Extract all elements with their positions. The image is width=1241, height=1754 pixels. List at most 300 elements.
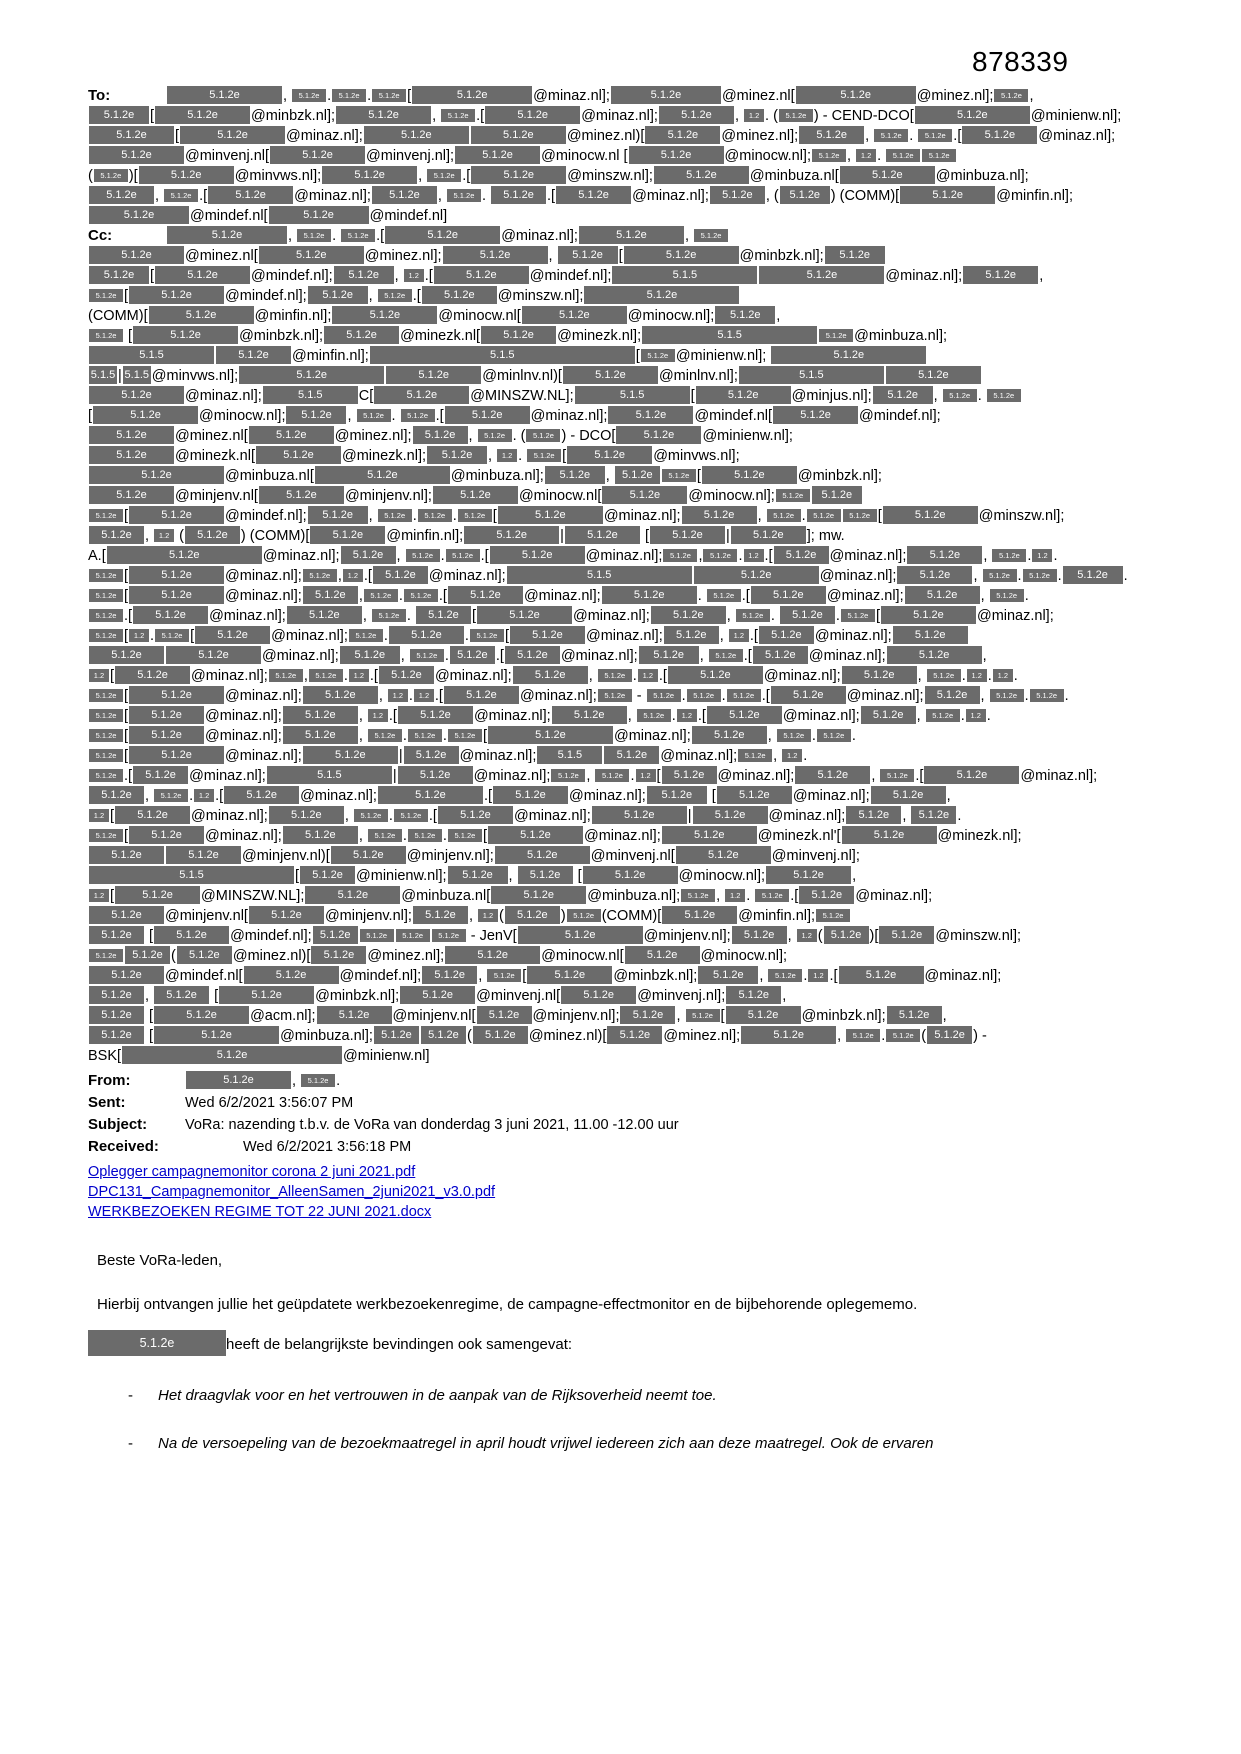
address-fragment: , [488, 448, 497, 464]
address-fragment: , [155, 188, 164, 204]
redaction-chip: 5.1.2e [89, 589, 123, 602]
address-fragment: , [145, 988, 154, 1004]
address-fragment: . [408, 688, 413, 704]
redaction-chip: 5.1.2e [565, 526, 640, 544]
redaction-chip: 1.2 [368, 709, 388, 722]
redaction-chip: 5.1.2e [527, 449, 561, 462]
redaction-chip: 5.1.2e [164, 189, 198, 202]
address-fragment: @minbuza.nl]; [450, 468, 544, 484]
redaction-chip: 5.1.2e [167, 86, 282, 104]
redaction-chip: 5.1.2e [445, 406, 530, 424]
redaction-chip: 5.1.2e [89, 266, 149, 284]
address-fragment: . [464, 628, 469, 644]
address-fragment: . [770, 608, 779, 624]
address-fragment: @minaz.nl]; [205, 728, 282, 744]
from-label: From: [88, 1072, 131, 1089]
address-fragment: , [716, 888, 725, 904]
redaction-chip: 5.1.2e [753, 646, 808, 664]
address-fragment: , [418, 168, 427, 184]
redaction-chip: 5.1.2e [89, 289, 123, 302]
redaction-chip: 5.1.2e [283, 826, 358, 844]
redaction-chip: 5.1.2e [286, 406, 346, 424]
redaction-chip: 1.2 [89, 669, 109, 682]
redaction-chip: 5.1.2e [133, 606, 208, 624]
redaction-chip: 5.1.5 [642, 326, 817, 344]
redaction-chip: 5.1.2e [94, 169, 128, 182]
address-fragment: , [684, 228, 694, 244]
redaction-chip: 1.2 [808, 969, 828, 982]
redaction-chip: 5.1.2e [893, 626, 968, 644]
address-fragment: , [358, 588, 363, 604]
redaction-chip: 5.1.2e [874, 129, 908, 142]
address-fragment: .[ [480, 548, 489, 564]
address-fragment: [ [407, 88, 412, 104]
redaction-chip: 5.1.2e [879, 926, 934, 944]
address-fragment: . [150, 628, 155, 644]
address-fragment: @minaz.nl]; [225, 588, 302, 604]
sent-value: Wed 6/2/2021 3:56:07 PM [185, 1095, 354, 1111]
redaction-chip: 5.1.2e [491, 886, 586, 904]
redaction-chip: 5.1.2e [777, 729, 811, 742]
redaction-chip: 5.1.2e [771, 686, 846, 704]
redaction-chip: 5.1.2e [89, 1006, 144, 1024]
redaction-chip: 5.1.2e [880, 769, 914, 782]
attachment-link[interactable]: WERKBEZOEKEN REGIME TOT 22 JUNI 2021.docx [88, 1204, 432, 1220]
redaction-chip: 5.1.2e [598, 669, 632, 682]
redaction-chip: 5.1.2e [89, 426, 174, 444]
address-fragment: ( [466, 1028, 472, 1044]
address-fragment: ( [88, 168, 93, 184]
address-fragment: , [676, 1008, 685, 1024]
redaction-chip: 5.1.2e [710, 186, 765, 204]
address-fragment: @minfin.nl]; [996, 188, 1073, 204]
address-fragment: . ( [765, 108, 778, 124]
address-fragment: ]; mw. [806, 528, 845, 544]
address-fragment: @minbuza.nl]; [854, 328, 948, 344]
redaction-chip: 5.1.5 [575, 386, 690, 404]
address-fragment: | [118, 368, 122, 384]
redaction-chip: 5.1.2e [317, 1006, 392, 1024]
address-fragment: @minez.nl)[ [566, 128, 645, 144]
address-fragment: , [847, 148, 856, 164]
redaction-chip: 5.1.2e [471, 126, 566, 144]
address-fragment: @minaz.nl]; [632, 188, 709, 204]
address-fragment: . [881, 1028, 886, 1044]
redaction-chip: 5.1.2e [687, 689, 721, 702]
address-fragment: @minezk.nl]; [557, 328, 642, 344]
address-fragment: . [803, 748, 808, 764]
address-fragment: [ [640, 528, 649, 544]
redaction-chip: 5.1.2e [759, 266, 884, 284]
address-fragment: [ [88, 408, 93, 424]
recipient-line [88, 826, 1163, 846]
redaction-chip: 5.1.2e [526, 429, 560, 442]
address-fragment: @minaz.nl]; [826, 588, 904, 604]
redaction-chip: 5.1.2e [732, 926, 787, 944]
address-fragment: [ [482, 728, 487, 744]
address-fragment: [ [150, 108, 155, 124]
address-fragment: C[ [358, 388, 374, 404]
address-fragment: @minbzk.nl]; [797, 468, 882, 484]
redaction-chip: 5.1.2e [133, 326, 238, 344]
address-fragment: . [746, 888, 755, 904]
address-fragment: .[ [215, 788, 224, 804]
address-fragment: [ [522, 968, 527, 984]
address-fragment: [ [124, 288, 129, 304]
address-fragment: . [1027, 548, 1032, 564]
redaction-chip: 5.1.2e [239, 366, 384, 384]
redaction-chip: 5.1.2e [283, 726, 358, 744]
recipient-line [88, 466, 1163, 486]
redaction-chip: 5.1.2e [441, 109, 475, 122]
redaction-chip: 5.1.2e [727, 689, 761, 702]
redaction-chip: 5.1.2e [776, 489, 810, 502]
address-fragment: @minaz.nl]; [763, 668, 841, 684]
redaction-chip: 5.1.2e [398, 766, 473, 784]
address-fragment: . [1017, 568, 1022, 584]
address-fragment: @minez.nl]; [364, 248, 442, 264]
address-fragment: @minaz.nl]; [660, 748, 738, 764]
redaction-chip: 5.1.2e [990, 689, 1024, 702]
address-fragment: @minvws.nl]; [151, 368, 239, 384]
recipient-line [88, 566, 1163, 586]
redaction-chip: 5.1.2e [907, 546, 982, 564]
redaction-chip: 5.1.2e [561, 986, 636, 1004]
address-fragment: @minocw.nl]; [700, 948, 788, 964]
recipient-line [88, 406, 1163, 426]
address-fragment: [ [145, 1028, 154, 1044]
redaction-chip: 5.1.2e [89, 829, 123, 842]
redaction-chip: 5.1.2e [696, 386, 791, 404]
address-fragment: .[ [764, 548, 773, 564]
address-fragment: - JenV[ [466, 928, 517, 944]
redaction-chip: 5.1.2e [681, 889, 715, 902]
address-fragment: [ [504, 628, 509, 644]
address-fragment: ) [560, 908, 566, 924]
redaction-chip: 5.1.2e [625, 946, 700, 964]
address-fragment: @minaz.nl]; [501, 228, 578, 244]
address-fragment: . [909, 128, 918, 144]
redaction-chip: 5.1.2e [303, 746, 398, 764]
address-fragment: [ [295, 868, 300, 884]
redaction-chip: 5.1.2e [478, 429, 512, 442]
address-fragment: @minlnv.nl]; [658, 368, 738, 384]
redaction-chip: 5.1.2e [313, 926, 358, 944]
recipient-line [88, 726, 1163, 746]
address-fragment: @minaz.nl]; [434, 668, 512, 684]
address-fragment: @minaz.nl]; [569, 788, 646, 804]
address-fragment: . [811, 728, 816, 744]
address-fragment: @minjenv.nl[ [392, 1008, 476, 1024]
address-fragment: @minaz.nl]; [300, 788, 377, 804]
address-fragment: [ [492, 508, 497, 524]
address-fragment: ( [175, 528, 184, 544]
address-fragment: @minaz.nl]; [428, 568, 506, 584]
redaction-chip: 5.1.2e [340, 646, 400, 664]
redaction-chip: 5.1.2e [444, 686, 519, 704]
redaction-chip: 5.1.2e [445, 946, 540, 964]
redaction-chip: 5.1.2e [311, 946, 366, 964]
redaction-chip: 5.1.2e [270, 146, 365, 164]
redaction-chip: 5.1.2e [448, 729, 482, 742]
redaction-chip: 5.1.2e [149, 306, 254, 324]
address-fragment: .[ [388, 708, 397, 724]
address-fragment: @minbzk.nl]; [613, 968, 698, 984]
address-fragment: @minjenv.nl[ [175, 488, 258, 504]
redaction-chip: 5.1.2e [89, 486, 174, 504]
address-fragment: . [987, 668, 992, 684]
redaction-chip: 5.1.2e [155, 106, 250, 124]
redaction-chip: 1.2 [129, 629, 149, 642]
redaction-chip: 5.1.2e [558, 246, 618, 264]
address-fragment: @minez.nl]; [721, 128, 799, 144]
attachment-link[interactable]: DPC131_Campagnemonitor_AlleenSamen_2juni2021_v3.0.pdf [88, 1184, 496, 1200]
redaction-chip: 1.2 [89, 889, 109, 902]
redaction-chip: 5.1.2e [448, 829, 482, 842]
redaction-chip: 5.1.2e [470, 629, 504, 642]
redaction-chip: 5.1.2e [154, 789, 188, 802]
redaction-chip: 5.1.2e [604, 746, 659, 764]
address-fragment: @minocw.nl]; [199, 408, 286, 424]
redaction-chip: 5.1.2e [324, 326, 399, 344]
address-fragment: @minvenj.nl]; [637, 988, 726, 1004]
address-fragment: , [917, 668, 926, 684]
recipient-line [88, 706, 1163, 726]
recipient-line [88, 326, 1163, 346]
recipient-line [88, 286, 1163, 306]
redaction-chip: 5.1.2e [89, 146, 184, 164]
redaction-chip: 5.1.2e [505, 906, 560, 924]
recipient-line [88, 366, 1163, 386]
subject-value: VoRa: nazending t.b.v. de VoRa van donderdag 3 juni 2021, 11.00 -12.00 uur [185, 1117, 679, 1133]
redaction-chip: 5.1.2e [89, 329, 123, 342]
redaction-chip: 5.1.2e [259, 486, 344, 504]
recipient-line [88, 206, 1163, 226]
address-fragment: @minvenj.nl[ [476, 988, 561, 1004]
redaction-chip: 5.1.2e [332, 306, 437, 324]
redaction-chip: 5.1.2e [406, 549, 440, 562]
redaction-chip: 5.1.2e [89, 569, 123, 582]
address-fragment: , [432, 108, 441, 124]
address-fragment: , [368, 288, 377, 304]
redaction-chip: 5.1.2e [256, 446, 341, 464]
redaction-chip: 5.1.2e [595, 769, 629, 782]
address-fragment: @minaz.nl]; [473, 708, 551, 724]
redaction-chip: 5.1.5 [89, 346, 214, 364]
redaction-chip: 5.1.2e [817, 729, 851, 742]
recipient-line [88, 186, 1163, 206]
address-fragment: [ [175, 128, 180, 144]
redaction-chip: 5.1.2e [259, 246, 364, 264]
address-fragment: @minaz.nl]; [205, 828, 282, 844]
address-fragment: [ [124, 688, 129, 704]
recipient-line [88, 106, 1163, 126]
address-fragment: @minaz.nl]; [271, 628, 348, 644]
redaction-chip: 5.1.2e [773, 406, 858, 424]
redaction-chip: 5.1.2e [881, 606, 976, 624]
from-row [88, 1070, 1163, 1092]
address-fragment: ) (COMM)[ [830, 188, 900, 204]
redaction-chip: 5.1.2e [668, 666, 763, 684]
redaction-chip: 5.1.2e [129, 726, 204, 744]
redaction-chip: 5.1.2e [378, 786, 483, 804]
address-fragment: . [697, 588, 706, 604]
redaction-chip: 5.1.2e [125, 946, 170, 964]
address-fragment: @minaz.nl]; [792, 788, 870, 804]
redaction-chip: 5.1.5 [507, 566, 692, 584]
address-fragment: .[ [369, 668, 378, 684]
address-fragment: . [1123, 568, 1128, 584]
address-fragment: @minfin.nl]; [386, 528, 464, 544]
address-fragment: . [630, 768, 635, 784]
sent-row [88, 1092, 1163, 1114]
address-fragment: @minszw.nl]; [497, 288, 584, 304]
redaction-chip: 5.1.2e [310, 526, 385, 544]
redaction-chip: 5.1.2e [300, 866, 355, 884]
address-fragment: . [440, 548, 445, 564]
redaction-chip: 5.1.2e [89, 386, 184, 404]
redaction-chip: 5.1.2e [624, 246, 739, 264]
attachment-link[interactable]: Oplegger campagnemonitor corona 2 juni 2021.pdf [88, 1164, 416, 1180]
address-fragment: ) - [973, 1028, 987, 1044]
redaction-chip: 1.2 [729, 629, 749, 642]
address-fragment: @minaz.nl]; [603, 508, 681, 524]
redaction-chip: 5.1.2e [421, 1026, 466, 1044]
redaction-chip: 5.1.2e [780, 186, 830, 204]
redaction-chip: 5.1.2e [89, 446, 174, 464]
address-fragment: . [402, 828, 407, 844]
address-fragment: . [332, 228, 341, 244]
address-fragment: @minaz.nl]; [885, 268, 963, 284]
redaction-chip: 1.2 [343, 569, 363, 582]
redaction-chip: 5.1.2e [846, 1029, 880, 1042]
address-fragment: , [902, 808, 911, 824]
address-fragment: [ [110, 808, 115, 824]
redaction-chip: 5.1.2e [309, 669, 343, 682]
recipient-line [88, 1046, 1163, 1066]
address-fragment: @minfin.nl]; [292, 348, 369, 364]
address-fragment: @minszw.nl]; [935, 928, 1022, 944]
address-fragment: @minbuza.nl[ [749, 168, 839, 184]
redaction-chip: 5.1.2e [88, 1330, 226, 1356]
address-fragment: @minaz.nl]; [855, 888, 933, 904]
address-fragment: .[ [124, 608, 133, 624]
address-fragment: [ [145, 1008, 154, 1024]
address-fragment: , [776, 308, 781, 324]
redaction-chip: 5.1.2e [962, 126, 1037, 144]
address-fragment: @minaz.nl]; [262, 548, 340, 564]
redaction-chip: 5.1.2e [551, 769, 585, 782]
redaction-chip: 5.1.2e [208, 186, 293, 204]
recipient-line [88, 386, 1163, 406]
redaction-chip: 5.1.2e [774, 546, 829, 564]
recipient-line [88, 486, 1163, 506]
redaction-chip: 5.1.2e [911, 806, 956, 824]
redaction-chip: 5.1.2e [755, 889, 789, 902]
bullet-item [88, 1387, 1163, 1404]
redaction-chip: 5.1.2e [824, 926, 869, 944]
redaction-chip: 5.1.2e [900, 186, 995, 204]
address-fragment: @minbuza.nl[ [401, 888, 491, 904]
address-fragment: @minaz.nl]; [717, 768, 795, 784]
address-fragment: @minocw.nl[ [518, 488, 602, 504]
redaction-chip: 5.1.2e [717, 786, 792, 804]
redaction-chip: 5.1.2e [602, 586, 697, 604]
address-fragment: @minaz.nl]; [924, 968, 1002, 984]
redaction-chip: 5.1.2e [331, 846, 406, 864]
address-fragment: @minaz.nl]; [191, 808, 268, 824]
redaction-chip: 5.1.5 [89, 366, 117, 384]
redaction-chip: 1.2 [404, 269, 424, 282]
redaction-chip: 5.1.2e [379, 666, 434, 684]
address-fragment: , [437, 188, 446, 204]
redaction-chip: 5.1.2e [167, 226, 287, 244]
address-fragment: . [801, 508, 806, 524]
redaction-chip: 5.1.2e [89, 186, 154, 204]
address-fragment: . [681, 688, 686, 704]
address-fragment: @minaz.nl]; [573, 608, 650, 624]
redaction-chip: 5.1.2e [360, 929, 394, 942]
redaction-chip: 5.1.2e [89, 926, 144, 944]
redaction-chip: 5.1.2e [89, 709, 123, 722]
address-fragment: @minaz.nl]; [519, 688, 597, 704]
redaction-chip: 1.2 [349, 669, 369, 682]
address-fragment: [ [124, 328, 133, 344]
redaction-chip: 5.1.2e [707, 706, 782, 724]
redaction-chip: 5.1.2e [303, 586, 358, 604]
recipient-line [88, 126, 1163, 146]
recipient-line [88, 226, 1163, 246]
redaction-chip: 5.1.2e [481, 326, 556, 344]
address-fragment: @minaz.nl]; [191, 668, 268, 684]
redaction-chip: 5.1.2e [410, 649, 444, 662]
redaction-chip: 5.1.2e [373, 566, 428, 584]
redaction-chip: 5.1.2e [987, 389, 1021, 402]
address-fragment: , ( [765, 188, 779, 204]
address-fragment: ( [817, 928, 823, 944]
address-fragment: , [916, 708, 925, 724]
redaction-chip: 5.1.2e [107, 546, 262, 564]
address-fragment: @minbzk.nl]; [315, 988, 400, 1004]
redaction-chip: 5.1.2e [308, 286, 368, 304]
address-fragment: , [982, 648, 987, 664]
redaction-chip: 5.1.2e [364, 126, 469, 144]
address-fragment: @minaz.nl]; [286, 128, 363, 144]
redaction-chip: 5.1.2e [694, 229, 728, 242]
address-fragment: .[ [483, 788, 492, 804]
redaction-chip: 5.1.2e [598, 689, 632, 702]
address-fragment: . [1064, 688, 1069, 704]
address-fragment: , [344, 808, 353, 824]
redaction-chip: 5.1.2e [89, 646, 164, 664]
address-fragment: @minez.nl)[ [528, 1028, 607, 1044]
address-fragment: @minbzk.nl]; [251, 108, 336, 124]
address-fragment: ( [171, 948, 176, 964]
recipient-line [88, 306, 1163, 326]
address-fragment: @minbuza.nl]; [280, 1028, 373, 1044]
address-fragment: , [837, 1028, 846, 1044]
redaction-chip: 5.1.2e [89, 846, 164, 864]
redaction-chip: 5.1.2e [943, 389, 977, 402]
redaction-chip: 5.1.2e [364, 589, 398, 602]
address-fragment: [ [190, 628, 195, 644]
redaction-chip: 5.1.2e [89, 689, 123, 702]
address-fragment: @mindef.nl]; [251, 268, 333, 284]
address-fragment: , [288, 228, 297, 244]
redaction-chip: 1.2 [967, 669, 987, 682]
address-fragment: , [973, 568, 982, 584]
address-fragment: [ [562, 448, 567, 464]
